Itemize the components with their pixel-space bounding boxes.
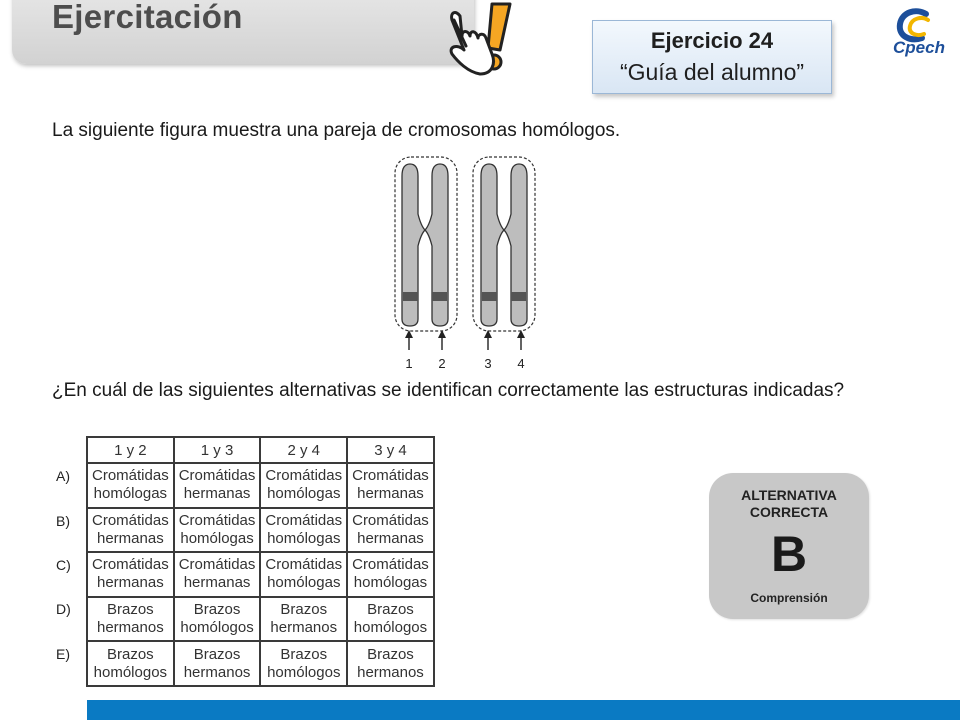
cell-line: Brazos — [367, 601, 414, 619]
cell-line: hermanas — [183, 485, 251, 503]
table-cell — [87, 597, 174, 642]
cell-line: hermanos — [183, 663, 251, 681]
option-letter-b: B) — [56, 513, 70, 529]
cell-line: Brazos — [107, 601, 154, 619]
cell-line: Brazos — [367, 645, 414, 663]
cell-line: homólogas — [267, 485, 341, 503]
table-cell — [87, 508, 174, 553]
table-cell — [260, 508, 347, 553]
logo-wordmark: Cpech — [893, 38, 945, 57]
chromosome-bands — [403, 292, 526, 301]
cell-line: Brazos — [280, 601, 328, 619]
cell-line: Cromátidas — [352, 467, 429, 485]
cell-line: Cromátidas — [92, 511, 169, 529]
cell-line: homólogos — [180, 619, 254, 637]
figure-label-4: 4 — [517, 356, 525, 371]
table-cell — [347, 552, 434, 597]
cell-line: hermanas — [357, 529, 424, 547]
correct-answer-card — [709, 473, 869, 619]
table-cell — [347, 597, 434, 642]
table-header-row — [87, 437, 434, 463]
cell-line: Cromátidas — [265, 556, 343, 574]
chromatids — [402, 164, 527, 326]
cell-line: hermanos — [270, 619, 338, 637]
correct-answer-label-line1: ALTERNATIVA — [741, 487, 837, 503]
footer-bar — [87, 700, 960, 720]
option-letter-e: E) — [56, 646, 70, 662]
cell-line: Cromátidas — [178, 467, 256, 485]
table-cell — [174, 463, 261, 508]
exercise-source: “Guía del alumno” — [619, 59, 805, 85]
column-header: 3 y 4 — [347, 437, 434, 463]
table-row — [87, 508, 434, 553]
cell-line: homólogas — [267, 574, 341, 592]
correct-answer-label — [709, 487, 869, 521]
table-cell — [347, 641, 434, 686]
exercise-number: Ejercicio 24 — [650, 28, 774, 53]
cell-line: Cromátidas — [92, 556, 169, 574]
table-row — [87, 463, 434, 508]
cell-line: Brazos — [193, 601, 241, 619]
table-cell — [174, 552, 261, 597]
intro-text: La siguiente figura muestra una pareja de cromosomas homólogos. — [52, 120, 621, 141]
cell-line: hermanas — [183, 574, 251, 592]
cell-line: Cromátidas — [92, 467, 169, 485]
arrows — [405, 330, 525, 350]
table-cell — [260, 641, 347, 686]
cell-line: homólogos — [267, 663, 341, 681]
cell-line: homólogas — [267, 529, 341, 547]
table-cell — [174, 597, 261, 642]
table-cell — [260, 552, 347, 597]
figure-label-1: 1 — [405, 356, 413, 371]
figure-label-2: 2 — [438, 356, 446, 371]
cell-line: Cromátidas — [265, 511, 343, 529]
cell-line: hermanas — [97, 529, 164, 547]
table-row — [87, 641, 434, 686]
pointing-hand-exclamation-icon — [440, 0, 530, 82]
table-cell — [174, 508, 261, 553]
cell-line: hermanas — [97, 574, 164, 592]
cell-line: homólogos — [93, 663, 168, 681]
option-letter-d: D) — [56, 601, 71, 617]
cell-line: homólogos — [353, 619, 428, 637]
cell-line: hermanos — [97, 619, 164, 637]
cell-line: hermanos — [357, 663, 424, 681]
table-cell — [347, 463, 434, 508]
cell-line: homólogas — [180, 529, 254, 547]
homologous-chromosomes-figure — [385, 154, 545, 372]
column-header: 2 y 4 — [260, 437, 347, 463]
cell-line: Cromátidas — [265, 467, 343, 485]
cell-line: Cromátidas — [178, 511, 256, 529]
correct-answer-label-line2: CORRECTA — [749, 504, 829, 520]
cell-line: Cromátidas — [178, 556, 256, 574]
table-cell — [87, 463, 174, 508]
skill-label: Comprensión — [750, 591, 828, 605]
table-row — [87, 597, 434, 642]
question-text: ¿En cuál de las siguientes alternativas se identifican correctamente las estructuras indicadas? — [52, 380, 845, 401]
title-banner — [12, 0, 474, 64]
table-cell — [347, 508, 434, 553]
option-letter-a: A) — [56, 468, 70, 484]
table-cell — [87, 641, 174, 686]
options-grid — [86, 436, 435, 687]
cell-line: hermanas — [357, 485, 424, 503]
cell-line: Cromátidas — [352, 556, 429, 574]
page-title: Ejercitación — [52, 0, 243, 35]
column-header: 1 y 3 — [174, 437, 261, 463]
correct-answer-letter: B — [770, 526, 808, 582]
table-row — [87, 552, 434, 597]
option-letter-c: C) — [56, 557, 71, 573]
table-cell — [174, 641, 261, 686]
cell-line: Brazos — [280, 645, 328, 663]
exercise-label-box — [592, 20, 832, 94]
column-header: 1 y 2 — [87, 437, 174, 463]
table-cell — [87, 552, 174, 597]
figure-label-3: 3 — [484, 356, 492, 371]
cell-line: Brazos — [107, 645, 154, 663]
cell-line: Cromátidas — [352, 511, 429, 529]
cell-line: homólogas — [93, 485, 168, 503]
table-cell — [260, 463, 347, 508]
table-cell — [260, 597, 347, 642]
cell-line: homólogas — [353, 574, 428, 592]
cell-line: Brazos — [193, 645, 241, 663]
